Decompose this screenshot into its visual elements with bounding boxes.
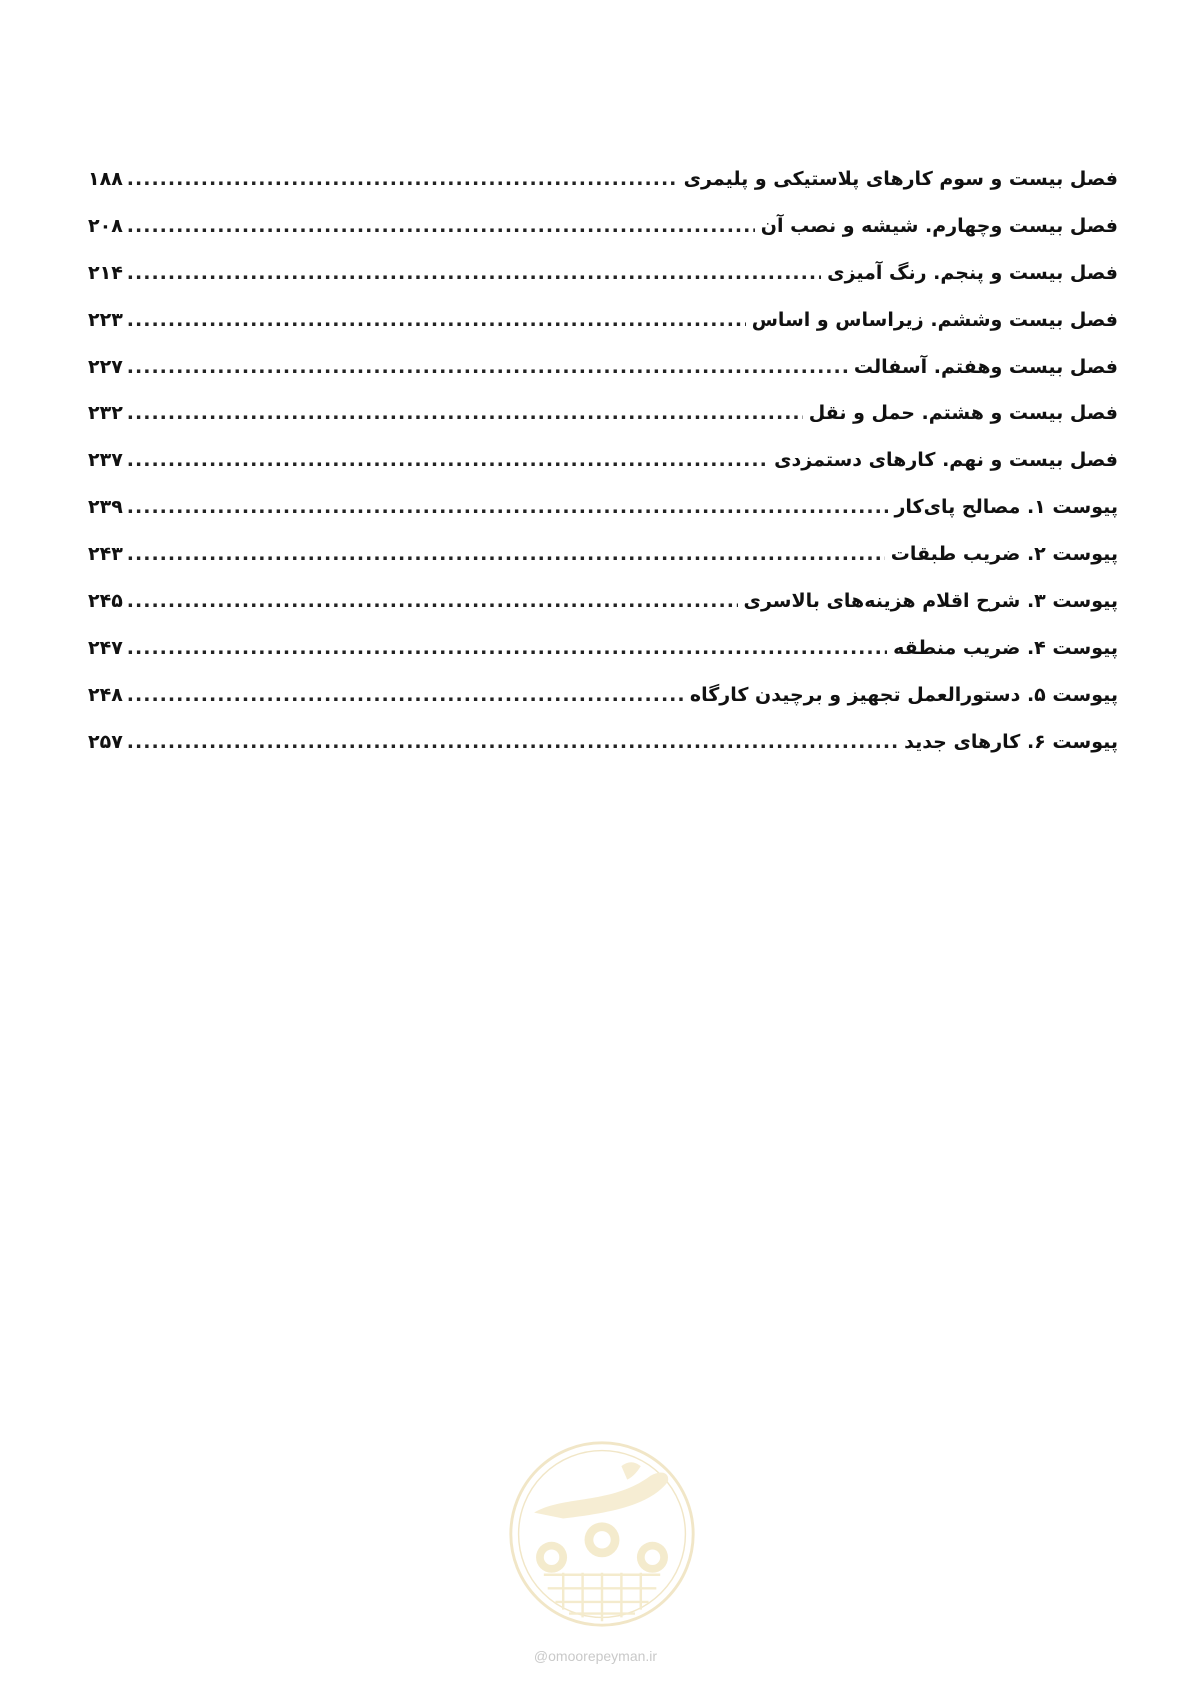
toc-entry-page: ۲۲۳ <box>88 308 123 331</box>
toc-entry[interactable] <box>88 437 1118 484</box>
toc-entry[interactable] <box>88 578 1118 625</box>
toc-entry-page: ۲۲۷ <box>88 355 123 378</box>
toc-entry[interactable] <box>88 672 1118 719</box>
toc-entry-title: پیوست ۵. دستورالعمل تجهیز و برچیدن کارگاه <box>689 683 1118 706</box>
toc-leader-dots <box>127 437 768 484</box>
toc-leader-dots <box>127 203 755 250</box>
toc-entry[interactable] <box>88 203 1118 250</box>
table-of-contents <box>88 156 1118 766</box>
toc-entry-page: ۲۴۳ <box>88 543 123 566</box>
toc-entry-title: فصل بیست و هشتم. حمل و نقل <box>808 402 1118 425</box>
toc-entry-title: پیوست ۳. شرح اقلام هزینه‌های بالاسری <box>743 590 1118 613</box>
at-icon: @ <box>533 1648 549 1664</box>
toc-leader-dots <box>127 719 898 766</box>
toc-entry[interactable] <box>88 297 1118 344</box>
watermark-logo <box>505 1437 699 1631</box>
toc-entry-title: پیوست ۶. کارهای جدید <box>904 730 1118 753</box>
toc-leader-dots <box>127 531 885 578</box>
toc-entry-title: پیوست ۱. مصالح پای‌کار <box>894 496 1118 519</box>
toc-leader-dots <box>127 297 746 344</box>
toc-entry-page: ۲۴۵ <box>88 590 123 613</box>
toc-entry-page: ۲۰۸ <box>88 214 123 237</box>
toc-leader-dots <box>127 156 678 203</box>
toc-entry-title: فصل بیست وهفتم. آسفالت <box>853 355 1118 378</box>
toc-leader-dots <box>127 625 887 672</box>
toc-leader-dots <box>127 672 684 719</box>
toc-entry[interactable] <box>88 484 1118 531</box>
toc-entry-title: فصل بیست و نهم. کارهای دستمزدی <box>774 449 1118 472</box>
toc-leader-dots <box>127 390 803 437</box>
toc-leader-dots <box>127 484 889 531</box>
toc-leader-dots <box>127 578 738 625</box>
toc-entry-page: ۲۱۴ <box>88 261 123 284</box>
toc-entry-page: ۱۸۸ <box>88 168 123 190</box>
toc-entry-title: پیوست ۴. ضریب منطقه <box>893 636 1118 659</box>
toc-entry[interactable] <box>88 156 1118 203</box>
toc-entry-title: فصل بیست وچهارم. شیشه و نصب آن <box>760 214 1118 237</box>
toc-entry-title: فصل بیست و سوم کارهای پلاستیکی و پلیمری <box>683 168 1118 190</box>
toc-entry-page: ۲۳۷ <box>88 449 123 472</box>
website-watermark <box>0 1648 1191 1664</box>
toc-entry-page: ۲۵۷ <box>88 730 123 753</box>
toc-entry-page: ۲۳۹ <box>88 496 123 519</box>
toc-leader-dots <box>127 344 848 391</box>
toc-entry[interactable] <box>88 390 1118 437</box>
toc-entry-title: فصل بیست وششم. زیراساس و اساس <box>751 308 1118 331</box>
website-text: omoorepeyman.ir <box>548 1648 658 1664</box>
toc-entry-page: ۲۴۸ <box>88 683 123 706</box>
toc-entry[interactable] <box>88 344 1118 391</box>
toc-entry-page: ۲۴۷ <box>88 636 123 659</box>
toc-entry[interactable] <box>88 250 1118 297</box>
toc-entry[interactable] <box>88 625 1118 672</box>
toc-entry-title: پیوست ۲. ضریب طبقات <box>890 543 1118 566</box>
toc-entry[interactable] <box>88 719 1118 766</box>
toc-entry[interactable] <box>88 531 1118 578</box>
toc-entry-title: فصل بیست و پنجم. رنگ آمیزی <box>827 261 1118 284</box>
toc-entry-page: ۲۳۲ <box>88 402 123 425</box>
toc-leader-dots <box>127 250 821 297</box>
